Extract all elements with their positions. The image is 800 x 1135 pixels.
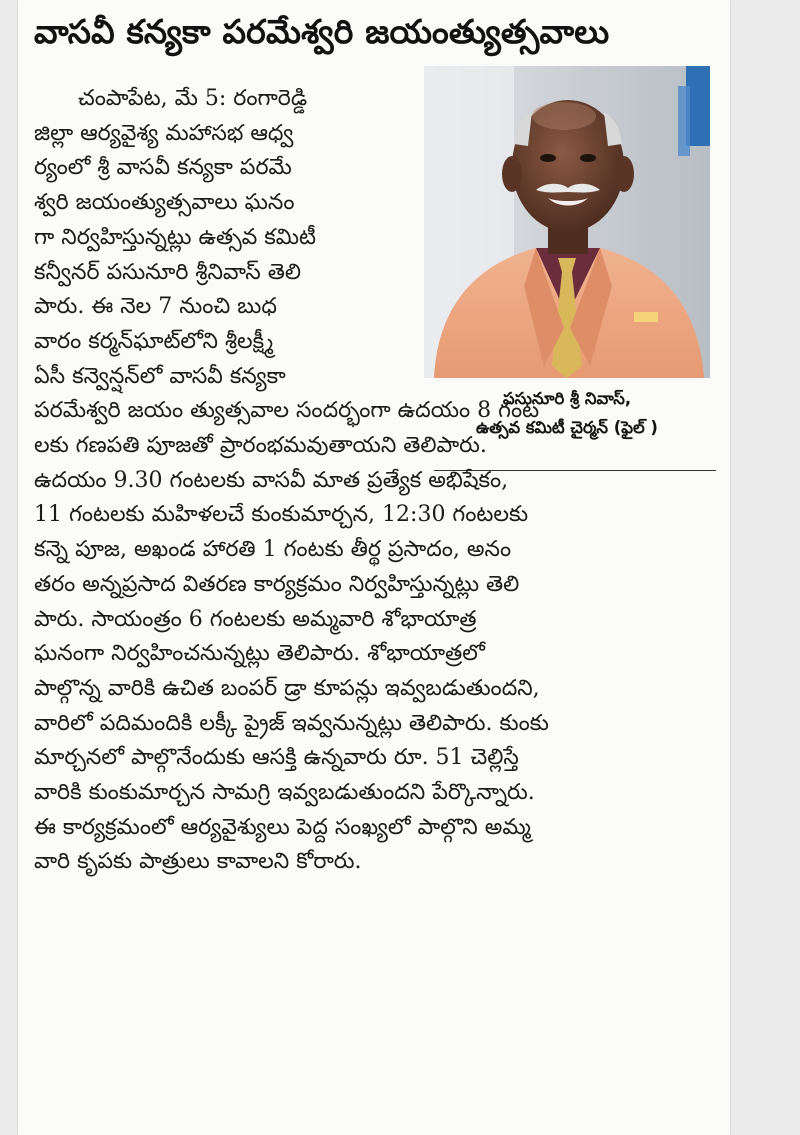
- body-line: వారిలో పదిమందికి లక్కీ ప్రైజ్‌ ఇవ్వనున్నట్లు తెలిపారు. కుంకు: [34, 710, 549, 736]
- body-line: లకు గణపతి పూజతో ప్రారంభమవుతాయని తెలిపారు.: [34, 433, 487, 459]
- article-body: [34, 82, 724, 880]
- body-line: వారికి కుంకుమార్చన సామగ్రి ఇవ్వబడుతుందని పేర్కొన్నారు.: [34, 780, 535, 806]
- body-line: పారు. ఈ నెల 7 నుంచి బుధ: [34, 294, 277, 320]
- body-line: 11 గంటలకు మహిళలచే కుంకుమార్చన, 12:30 గంటలకు: [34, 502, 529, 528]
- body-line: వారం కర్మన్‌ఘాట్‌లోని శ్రీలక్ష్మీ: [34, 328, 274, 354]
- caption-line: ఉత్సవ కమిటీ చైర్మన్‌ (ఫైల్‌ ): [476, 418, 658, 437]
- body-line: మార్చనలో పాల్గొనేందుకు ఆసక్తి ఉన్నవారు రూ. 51 చెల్లిస్తే: [34, 745, 519, 771]
- body-line: వారి కృపకు పాత్రులు కావాలని కోరారు.: [34, 849, 362, 875]
- body-line: ఘనంగా నిర్వహించనున్నట్లు తెలిపారు. శోభాయాత్రలో: [34, 641, 485, 667]
- body-line: పరమేశ్వరి జయం త్యుత్సవాల సందర్భంగా ఉదయం 8 గంట: [34, 398, 540, 424]
- news-clipping: [18, 0, 730, 1135]
- body-line: ర్యంలో శ్రీ వాసవీ కన్యకా పరమే: [34, 155, 292, 181]
- body-line: తరం అన్నప్రసాద వితరణ కార్యక్రమం నిర్వహిస్తున్నట్లు తెలి: [34, 571, 520, 597]
- body-line: ఈ కార్యక్రమంలో ఆర్యవైశ్యులు పెద్ద సంఖ్యలో పాల్గొని అమ్మ: [34, 814, 531, 840]
- body-line: గా నిర్వహిస్తున్నట్లు ఉత్సవ కమిటీ: [34, 224, 317, 250]
- body-line: శ్వరి జయంత్యుత్సవాలు ఘనం: [34, 190, 295, 216]
- body-line: జిల్లా ఆర్యవైశ్య మహాసభ ఆధ్వ: [34, 120, 294, 146]
- headline: వాసవీ కన్యకా పరమేశ్వరి జయంత్యుత్సవాలు: [34, 12, 610, 51]
- body-line: పాల్గొన్న వారికి ఉచిత బంపర్‌ డ్రా కూపన్లు ఇవ్వబడుతుందని,: [34, 675, 540, 701]
- caption-line: పసునూరి శ్రీ నివాస్‌,: [502, 389, 632, 408]
- body-line: కన్వీనర్‌ పసునూరి శ్రీనివాస్‌ తెలి: [34, 259, 301, 285]
- body-line: ఉదయం 9.30 గంటలకు వాసవీ మాత ప్రత్యేక అభిషేకం,: [34, 467, 509, 493]
- body-line: పారు. సాయంత్రం 6 గంటలకు అమ్మవారి శోభాయాత్ర: [34, 606, 477, 632]
- body-line: ఏసీ కన్వెన్షన్‌లో వాసవీ కన్యకా: [34, 363, 286, 389]
- body-line: చంపాపేట, మే 5: రంగారెడ్డి: [78, 86, 308, 111]
- body-line: కన్నె పూజ, అఖండ హారతి 1 గంటకు తీర్థ ప్రసాదం, అనం: [34, 537, 512, 563]
